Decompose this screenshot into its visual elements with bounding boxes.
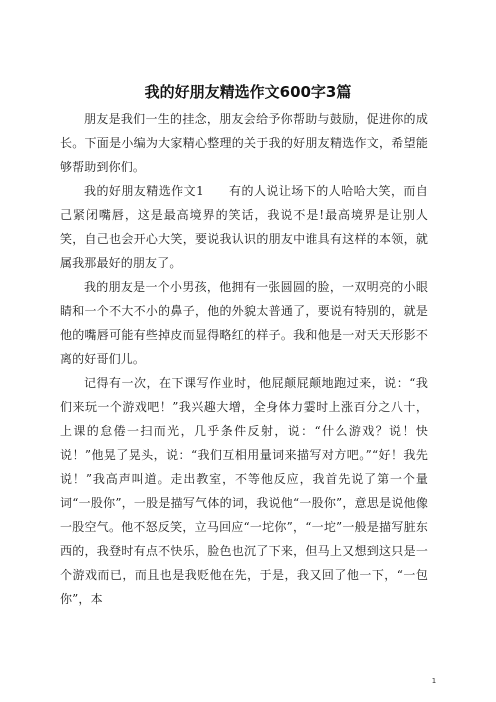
document-body [60, 107, 428, 611]
document-title: 我的好朋友精选作文600字3篇 [144, 83, 352, 102]
paragraph-essay-1-opening: 我的好朋友精选作文1 有的人说让场下的人哈哈大笑，而自己紧闭嘴唇，这是最高境界的笑话，我说不是!最高境界是让别人笑，自己也会开心大笑，要说我认识的朋友中谁具有这样的本领，就属我那最好的朋友了。 [60, 184, 428, 270]
paragraph-game-story: 记得有一次，在下课写作业时，他屁颠屁颠地跑过来，说：“我们来玩一个游戏吧！”我兴趣大增，全身体力霎时上涨百分之八十，上课的怠倦一扫而光，几乎条件反射，说：“什么游戏？说！快说！”他晃了晃头，说：“我们互相用量词来描写对方吧。”“好！我先说！”我高声叫道。走出教室，不等他反应，我首先说了第一个量词“一股你”，一股是描写气体的词，我说他“一股你”，意思是说他像一股空气。他不怒反笑，立马回应“一坨你”，“一坨”一般是描写脏东西的，我登时有点不快乐，脸色也沉了下来，但马上又想到这只是一个游戏而已，而且也是我贬他在先，于是，我又回了他一下，“一包你”，本 [60, 376, 428, 606]
page-number: 1 [431, 677, 437, 685]
paragraph-friend-description: 我的朋友是一个小男孩，他拥有一张圆圆的脸，一双明亮的小眼睛和一个不大不小的鼻子，他的外貌太普通了，要说有特别的，就是他的嘴唇可能有些掉皮而显得略红的样子。我和他是一对天天形影不离的好哥们儿。 [60, 280, 428, 366]
paragraph-intro: 朋友是我们一生的挂念，朋友会给予你帮助与鼓励，促进你的成长。下面是小编为大家精心整理的关于我的好朋友精选作文，希望能够帮助到你们。 [60, 112, 428, 174]
